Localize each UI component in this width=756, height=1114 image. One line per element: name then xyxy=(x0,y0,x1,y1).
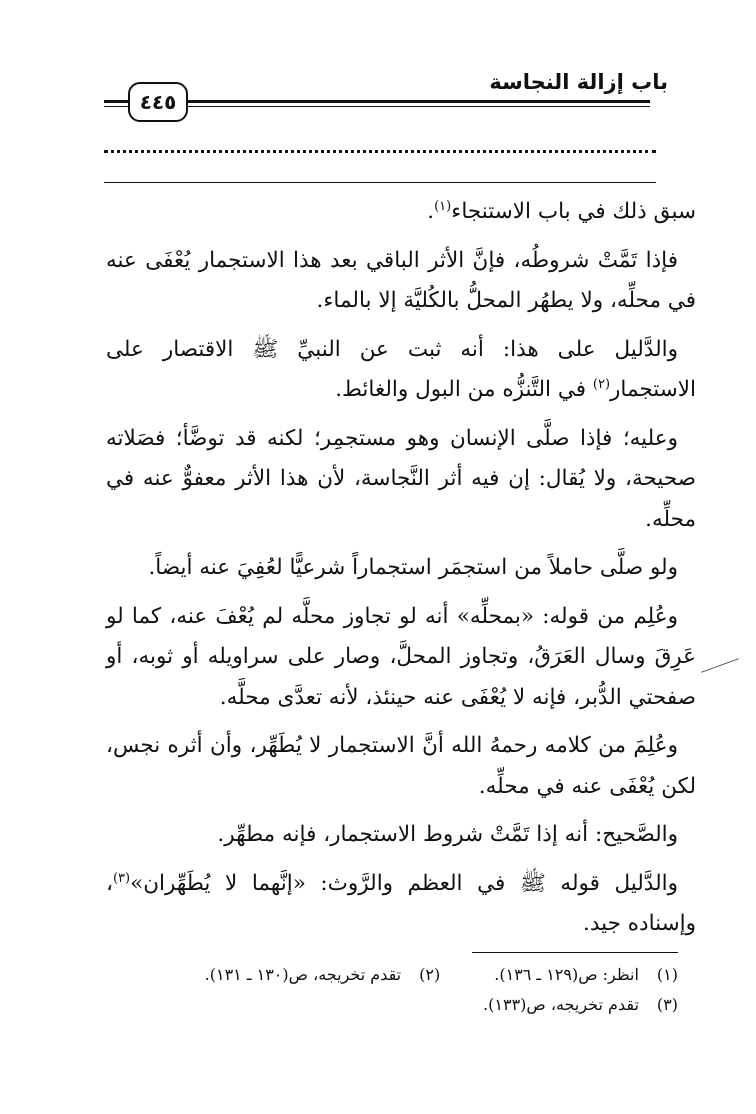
footnote-row xyxy=(98,960,678,990)
footnote-2: (٢)تقدم تخريجه، ص(١٣٠ ـ ١٣١). xyxy=(204,965,441,984)
footnote-row xyxy=(98,990,678,1020)
paragraph-2: فإذا تَمَّتْ شروطُه، فإنَّ الأثر الباقي بعد هذا الاستجمار يُعْفَى عنه في محلِّه، ولا يطهُر المحلُّ بالكُليَّة إلا بالماء. xyxy=(106,247,696,313)
main-text xyxy=(106,192,696,953)
paragraph-7: وعُلِمَ من كلامه رحمهُ الله أنَّ الاستجمار لا يُطَهِّر، وأن أثره نجس، لكن يُعْفَى عنه في محلِّه. xyxy=(106,733,696,799)
paragraph-3: والدَّليل على هذا: أنه ثبت عن النبيِّ ﷺ الاقتصار على الاستجمار$^{(٢)}$ في التَّنزُّه من البول والغائط. xyxy=(106,336,696,402)
footnote-ref-2[interactable]: (٢) xyxy=(592,376,611,392)
running-header-title: باب إزالة النجاسة xyxy=(489,70,668,94)
paragraph-5: ولو صلَّى حاملاً من استجمَر استجماراً شرعيًّا لعُفِيَ عنه أيضاً. xyxy=(148,555,678,580)
paragraph-1: سبق ذلك في باب الاستنجاء$^{(١)}$. xyxy=(427,198,696,224)
footnote-rule xyxy=(472,952,678,953)
page-number-badge: ٤٤٥ xyxy=(128,82,188,122)
paragraph-4: وعليه؛ فإذا صلَّى الإنسان وهو مستجمِر؛ لكنه قد توضَّأ؛ فصَلاته صحيحة، ولا يُقال: إن فيه أثر النَّجاسة، لأن هذا الأثر معفوٌّ عنه في محلِّه. xyxy=(106,425,696,532)
paragraph-9: والدَّليل قوله ﷺ في العظم والرَّوث: «إنَّهما لا يُطَهِّران»$^{(٣)}$، وإسناده جيد. xyxy=(106,870,696,936)
footnote-1: (١)انظر: ص(١٢٩ ـ ١٣٦). xyxy=(494,965,678,984)
footnote-3: (٣)تقدم تخريجه، ص(١٣٣). xyxy=(483,995,678,1014)
paragraph-6: وعُلِم من قوله: «بمحلِّه» أنه لو تجاوز محلَّه لم يُعْفَ عنه، كما لو عَرِقَ وسال العَرَقُ، وتجاوز المحلَّ، وصار على سراويله أو ثوبه، أو صفحتي الدُّبر، فإنه لا يُعْفَى عنه حينئذ، لأنه تعدَّى محلَّه. xyxy=(106,603,696,710)
footnote-ref-1[interactable]: (١) xyxy=(434,198,452,214)
footnotes xyxy=(98,960,678,1020)
dotted-separator xyxy=(104,150,656,153)
text-top-rule xyxy=(104,182,656,183)
margin-pencil-mark xyxy=(701,658,739,673)
paragraph-8: والصَّحيح: أنه إذا تَمَّتْ شروط الاستجمار، فإنه مطهِّر. xyxy=(217,822,678,847)
footnote-ref-3[interactable]: (٣) xyxy=(112,870,131,886)
